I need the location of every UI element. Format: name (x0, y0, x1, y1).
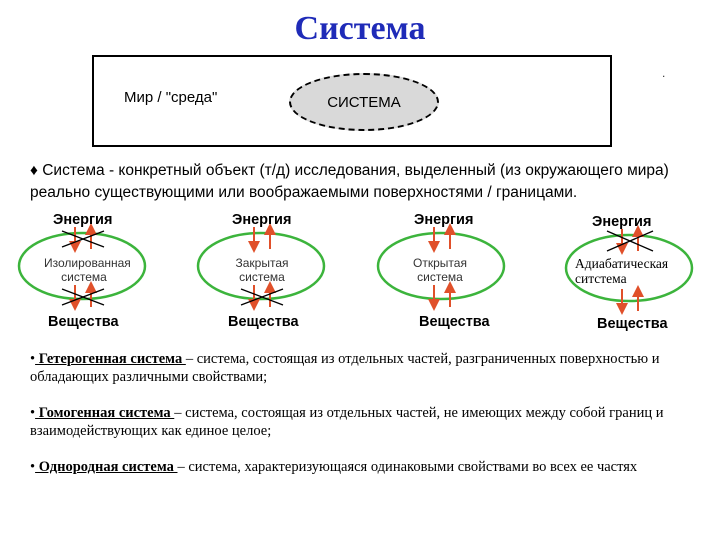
isolated-energy-label: Энергия (53, 212, 113, 228)
homogeneous-definition: • Гомогенная система – система, состоящая из отдельных частей, не имеющих между собой границ и взаимодействующих как единое целое; (30, 405, 664, 439)
closed-energy-arrows (254, 227, 270, 249)
open-energy-label: Энергия (414, 212, 474, 228)
system-definition: ♦ Система - конкретный объект (т/д) исследования, выделенный (из окружающего мира) реально существующими или воображаемыми поверхностями / границами. (30, 162, 669, 201)
system-ellipse (289, 73, 439, 131)
closed-system-label: Закрытая система (235, 256, 289, 284)
closed-matter-label: Вещества (228, 314, 299, 330)
open-matter-arrows (434, 285, 450, 307)
world-label: Мир / "среда" (124, 89, 218, 106)
open-energy-arrows (434, 227, 450, 249)
open-system-label: Открытая система (413, 256, 467, 284)
system-types-list (30, 350, 690, 494)
isolated-energy-arrows (62, 227, 104, 249)
heterogeneous-term: Гетерогенная система (35, 351, 186, 367)
environment-frame (92, 55, 612, 147)
open-matter-label: Вещества (419, 314, 490, 330)
closed-energy-label: Энергия (232, 212, 292, 228)
stray-dot: . (662, 66, 666, 80)
adiabatic-matter-label: Вещества (597, 316, 668, 332)
homogeneous-term: Гомогенная система (35, 405, 175, 421)
heterogeneous-definition: • Гетерогенная система – система, состоящая из отдельных частей, разграниченных поверхностью и обладающих различными свойствами; (30, 351, 660, 385)
adiabatic-energy-arrows (607, 229, 653, 251)
adiabatic-energy-label: Энергия (592, 214, 652, 230)
system-label: СИСТЕМА (327, 93, 401, 111)
isolated-matter-arrows (62, 285, 104, 307)
uniform-term: Однородная система (35, 459, 178, 475)
closed-matter-arrows (241, 285, 283, 307)
isolated-system-label: Изолированная система (44, 256, 131, 284)
adiabatic-system-label: Адиабатическая ситстема (575, 256, 669, 286)
uniform-definition: • Однородная система – система, характеризующаяся одинаковыми свойствами во всех ее частях (30, 459, 638, 475)
page-title: Система (294, 10, 426, 47)
isolated-matter-label: Вещества (48, 314, 119, 330)
